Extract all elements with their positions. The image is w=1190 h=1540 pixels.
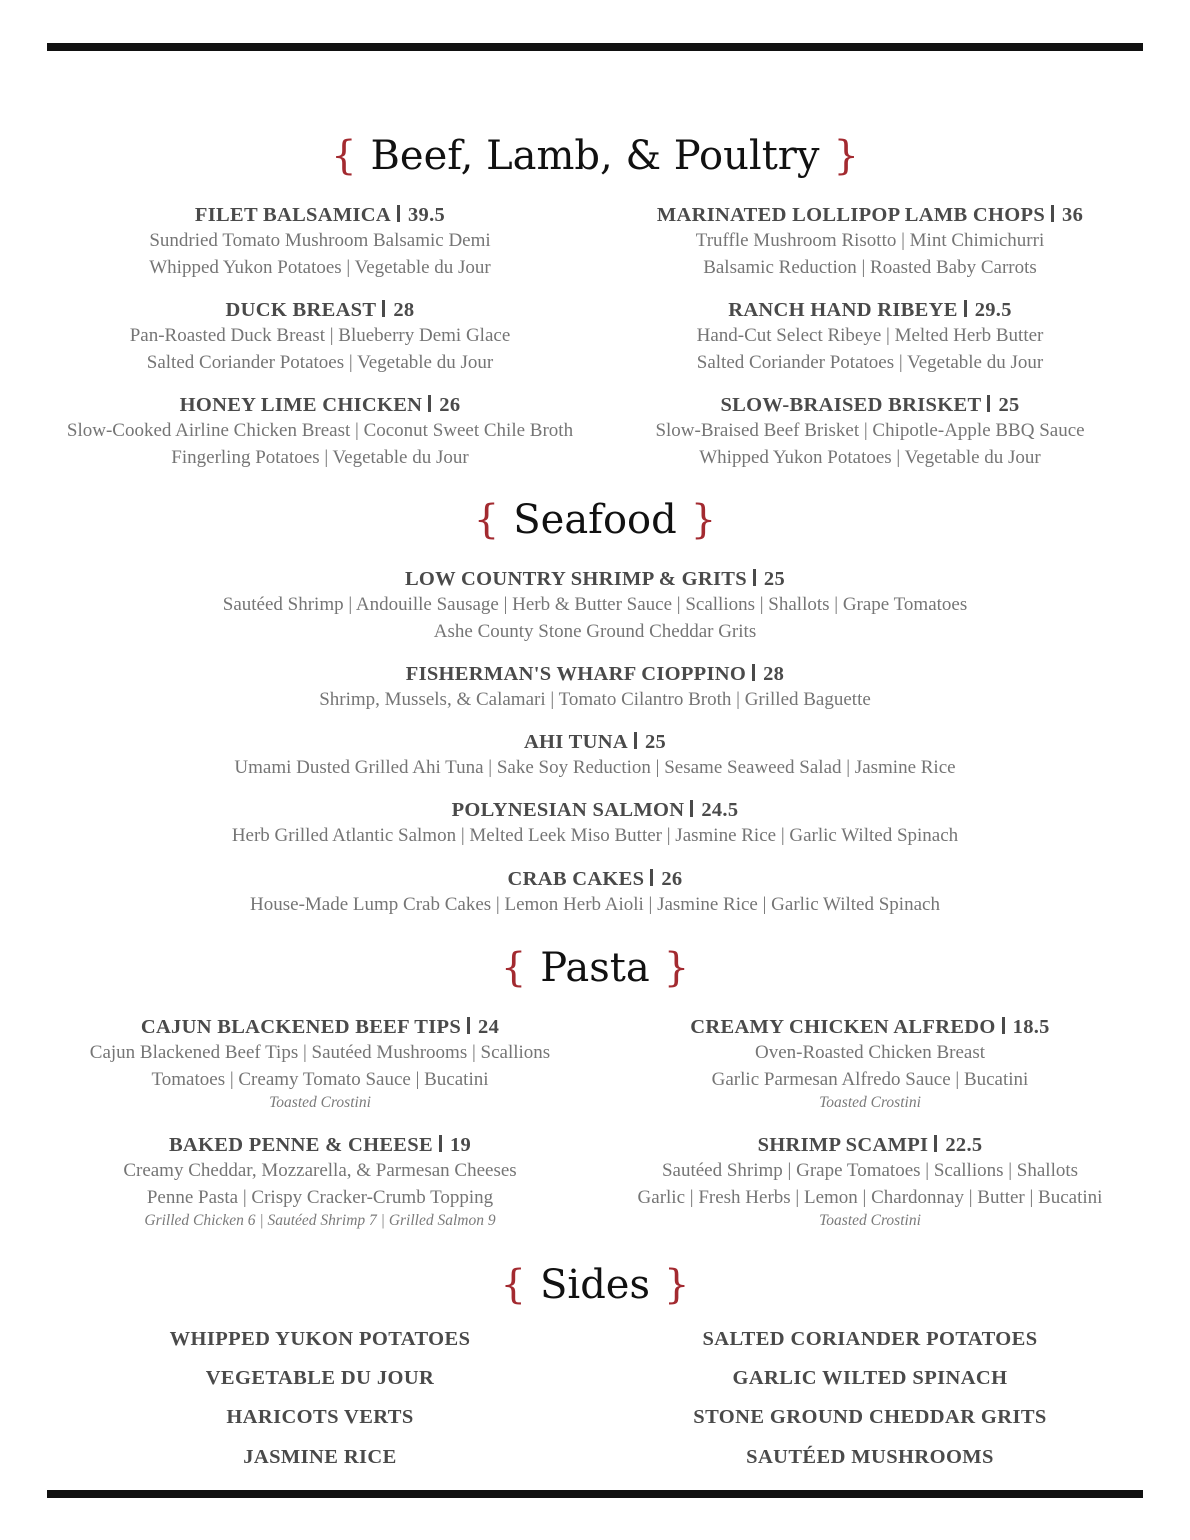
- item-price: 19: [449, 1134, 472, 1156]
- menu-item: [0, 729, 1190, 782]
- item-name: CAJUN BLACKENED BEEF TIPS: [140, 1016, 462, 1038]
- close-brace: }: [663, 945, 690, 991]
- section-title-text: Seafood: [513, 497, 677, 543]
- menu-item: [20, 202, 620, 281]
- item-note: Toasted Crostini: [269, 1094, 371, 1111]
- price-separator: [397, 205, 400, 222]
- item-description: Herb Grilled Atlantic Salmon | Melted Leek Miso Butter | Jasmine Rice | Garlic Wilted Spinach: [231, 825, 959, 846]
- item-description: Slow-Cooked Airline Chicken Breast | Coconut Sweet Chile Broth: [66, 420, 574, 441]
- side-item: SALTED CORIANDER POTATOES: [702, 1328, 1038, 1350]
- item-name: CREAMY CHICKEN ALFREDO: [690, 1016, 996, 1038]
- section-title-pasta: [0, 945, 1190, 991]
- price-separator: [934, 1135, 937, 1152]
- item-note: Toasted Crostini: [819, 1094, 921, 1111]
- item-description: Salted Coriander Potatoes | Vegetable du Jour: [146, 351, 494, 373]
- close-brace: }: [833, 133, 859, 179]
- item-price: 29.5: [974, 299, 1012, 321]
- item-price: 36: [1062, 204, 1084, 226]
- price-separator: [428, 395, 431, 412]
- top-rule: [47, 43, 1143, 51]
- item-name: CRAB CAKES: [507, 868, 645, 890]
- item-description: Garlic | Fresh Herbs | Lemon | Chardonnay | Butter | Bucatini: [637, 1186, 1103, 1208]
- item-name: SLOW-BRAISED BRISKET: [720, 394, 982, 416]
- item-price: 28: [393, 299, 415, 321]
- item-name: HONEY LIME CHICKEN: [179, 394, 423, 416]
- item-price: 25: [644, 731, 667, 753]
- item-description: Fingerling Potatoes | Vegetable du Jour: [171, 446, 469, 468]
- side-item: HARICOTS VERTS: [226, 1406, 414, 1428]
- item-description: Balsamic Reduction | Roasted Baby Carrots: [703, 256, 1037, 278]
- side-item: VEGETABLE DU JOUR: [205, 1367, 435, 1389]
- price-separator: [1051, 205, 1054, 222]
- section-title-text: Beef, Lamb, & Poultry: [370, 133, 820, 179]
- side-item: SAUTÉED MUSHROOMS: [746, 1446, 994, 1468]
- item-description: Truffle Mushroom Risotto | Mint Chimichurri: [695, 230, 1045, 251]
- item-price: 39.5: [408, 204, 446, 226]
- section-title-text: Pasta: [540, 945, 650, 991]
- item-description: Salted Coriander Potatoes | Vegetable du Jour: [696, 351, 1044, 373]
- menu-item: [0, 866, 1190, 919]
- price-separator: [690, 800, 693, 817]
- item-price: 25: [763, 568, 786, 590]
- section-title-beef: [0, 133, 1190, 179]
- item-description: Hand-Cut Select Ribeye | Melted Herb Butter: [696, 325, 1044, 346]
- menu-item: [20, 1132, 620, 1231]
- close-brace: }: [664, 1262, 690, 1308]
- item-description: Whipped Yukon Potatoes | Vegetable du Jour: [149, 256, 491, 278]
- item-name: LOW COUNTRY SHRIMP & GRITS: [404, 568, 747, 590]
- side-item: STONE GROUND CHEDDAR GRITS: [693, 1406, 1047, 1428]
- menu-item: [570, 392, 1170, 471]
- price-separator: [752, 664, 755, 681]
- item-price: 28: [763, 663, 785, 685]
- side-item: GARLIC WILTED SPINACH: [732, 1367, 1008, 1389]
- item-description: Garlic Parmesan Alfredo Sauce | Bucatini: [711, 1068, 1029, 1090]
- item-name: DUCK BREAST: [225, 299, 377, 321]
- item-name: FISHERMAN'S WHARF CIOPPINO: [405, 663, 747, 685]
- menu-item: [20, 297, 620, 376]
- item-name: SHRIMP SCAMPI: [757, 1134, 929, 1156]
- item-price: 25: [998, 394, 1020, 416]
- item-price: 24: [478, 1016, 500, 1038]
- price-separator: [1002, 1017, 1005, 1034]
- menu-item: [570, 1014, 1170, 1113]
- close-brace: }: [690, 497, 717, 543]
- price-separator: [634, 732, 637, 749]
- item-name: RANCH HAND RIBEYE: [728, 299, 958, 321]
- item-description: Shrimp, Mussels, & Calamari | Tomato Cilantro Broth | Grilled Baguette: [319, 689, 871, 710]
- open-brace: {: [500, 1262, 526, 1308]
- price-separator: [439, 1135, 442, 1152]
- menu-item: [570, 202, 1170, 281]
- item-description: Oven-Roasted Chicken Breast: [754, 1042, 986, 1063]
- item-description: Tomatoes | Creamy Tomato Sauce | Bucatini: [151, 1068, 489, 1090]
- menu-item: [570, 1132, 1170, 1231]
- item-price: 24.5: [701, 799, 739, 821]
- item-description: Ashe County Stone Ground Cheddar Grits: [433, 620, 757, 642]
- menu-item: [20, 1014, 620, 1113]
- item-description: Sautéed Shrimp | Andouille Sausage | Herb & Butter Sauce | Scallions | Shallots | Grape Tomatoes: [222, 594, 968, 615]
- open-brace: {: [331, 133, 357, 179]
- price-separator: [964, 300, 967, 317]
- item-price: 26: [661, 868, 683, 890]
- item-note: Toasted Crostini: [819, 1212, 921, 1229]
- item-description: Sundried Tomato Mushroom Balsamic Demi: [149, 230, 491, 251]
- section-title-sides: [0, 1262, 1190, 1308]
- side-item: WHIPPED YUKON POTATOES: [169, 1328, 471, 1350]
- item-description: House-Made Lump Crab Cakes | Lemon Herb Aioli | Jasmine Rice | Garlic Wilted Spinach: [250, 894, 940, 915]
- item-price: 22.5: [945, 1134, 983, 1156]
- open-brace: {: [473, 497, 500, 543]
- item-description: Sautéed Shrimp | Grape Tomatoes | Scallions | Shallots: [661, 1160, 1079, 1181]
- item-description: Pan-Roasted Duck Breast | Blueberry Demi Glace: [129, 325, 511, 346]
- price-separator: [987, 395, 990, 412]
- item-description: Umami Dusted Grilled Ahi Tuna | Sake Soy Reduction | Sesame Seaweed Salad | Jasmine Rice: [234, 757, 956, 778]
- item-description: Whipped Yukon Potatoes | Vegetable du Jour: [699, 446, 1041, 468]
- menu-item: [20, 392, 620, 471]
- item-name: FILET BALSAMICA: [194, 204, 391, 226]
- item-note: Grilled Chicken 6 | Sautéed Shrimp 7 | Grilled Salmon 9: [144, 1212, 496, 1229]
- price-separator: [467, 1017, 470, 1034]
- section-title-seafood: [0, 497, 1190, 543]
- item-name: POLYNESIAN SALMON: [451, 799, 685, 821]
- menu-item: [0, 566, 1190, 645]
- item-name: MARINATED LOLLIPOP LAMB CHOPS: [656, 204, 1046, 226]
- menu-item: [570, 297, 1170, 376]
- section-title-text: Sides: [540, 1262, 650, 1308]
- item-name: BAKED PENNE & CHEESE: [168, 1134, 433, 1156]
- side-item: JASMINE RICE: [243, 1446, 397, 1468]
- item-description: Creamy Cheddar, Mozzarella, & Parmesan Cheeses: [123, 1160, 517, 1181]
- open-brace: {: [500, 945, 527, 991]
- item-description: Cajun Blackened Beef Tips | Sautéed Mushrooms | Scallions: [89, 1042, 551, 1063]
- menu-item: [0, 797, 1190, 850]
- item-description: Penne Pasta | Crispy Cracker-Crumb Topping: [146, 1186, 494, 1208]
- item-name: AHI TUNA: [523, 731, 628, 753]
- bottom-rule: [47, 1490, 1143, 1498]
- menu-item: [0, 661, 1190, 714]
- item-description: Slow-Braised Beef Brisket | Chipotle-Apple BBQ Sauce: [655, 420, 1085, 441]
- item-price: 26: [439, 394, 461, 416]
- price-separator: [753, 569, 756, 586]
- item-price: 18.5: [1012, 1016, 1050, 1038]
- price-separator: [382, 300, 385, 317]
- price-separator: [650, 869, 653, 886]
